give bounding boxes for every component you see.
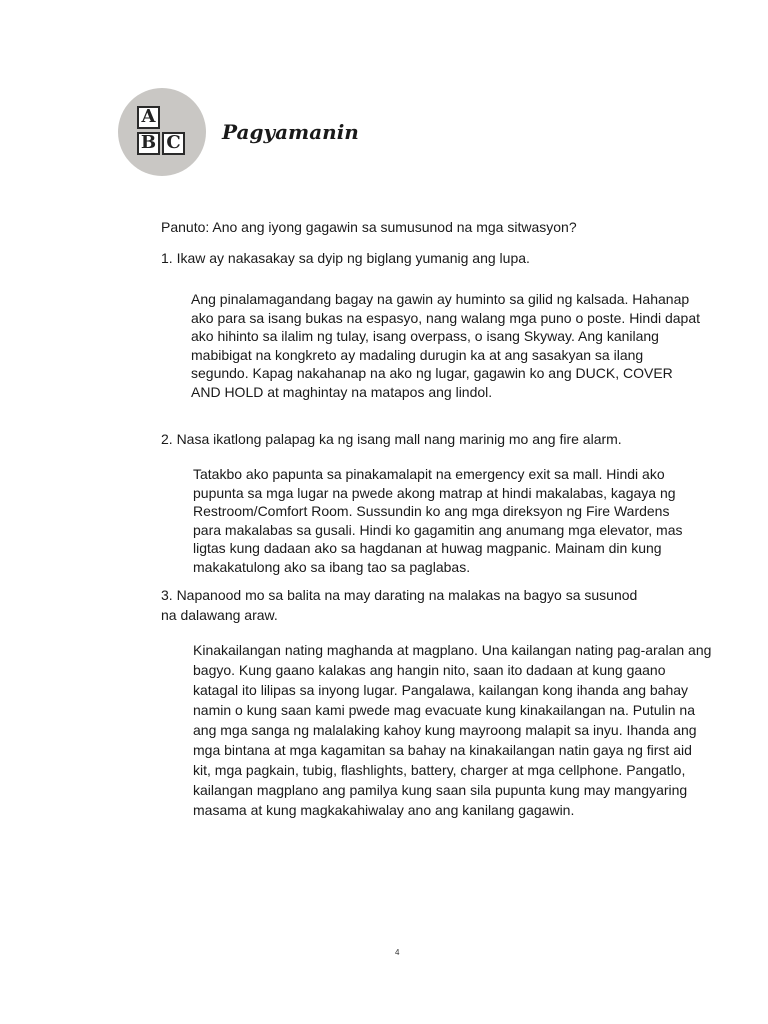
- answer-3: Kinakailangan nating maghanda at magplano. Una kailangan nating pag-aralan ang bagyo. Kung gaano kalakas ang hangin nito, saan ito dadaan at kung gaano katagal ito lilipas sa inyong lugar. Pangalawa, kailangan kong ihanda ang bahay namin o kung saan kami pwede mag evacuate kung kinakailangan na. Putulin na ang mga sanga ng malalaking kahoy kung mayroong malapit sa inyu. Ihanda ang mga bintana at mga kagamitan sa bahay na kinakailangan natin gaya ng first aid kit, mga pagkain, tubig, flashlights, battery, charger at mga cellphone. Pangatlo, kailangan magplano ang pamilya kung saan sila pupunta kung may mangyaring masama at kung magkakahiwalay ano ang kanilang gagawin.: [193, 642, 712, 818]
- question-3: 3. Napanood mo sa balita na may darating na malakas na bagyo sa susunod na dalawang araw.: [161, 587, 638, 623]
- page-number: 4: [395, 948, 400, 957]
- letter-block-b: B: [137, 132, 160, 155]
- abc-blocks-logo: [118, 88, 208, 180]
- section-title: Pagyamanin: [222, 120, 359, 144]
- answer-2: Tatakbo ako papunta sa pinakamalapit na emergency exit sa mall. Hindi ako pupunta sa mga lugar na pwede akong matrap at hindi makalabas, kagaya ng Restroom/Comfort Room. Sussundin ko ang mga direksyon ng Fire Wardens para makalabas sa gusali. Hindi ko gagamitin ang anumang mga elevator, mas ligtas kung dadaan ako sa hagdanan at huwag magpanic. Mainam din kung makakatulong ako sa ibang tao sa paglabas.: [193, 466, 683, 575]
- question-2: 2. Nasa ikatlong palapag ka ng isang mall nang marinig mo ang fire alarm.: [161, 431, 622, 447]
- answer-1: Ang pinalamagandang bagay na gawin ay huminto sa gilid ng kalsada. Hahanap ako para sa isang bukas na espasyo, nang walang mga puno o poste. Hindi dapat ako hihinto sa ilalim ng tulay, isang overpass, o isang Skyway. Ang kanilang mabibigat na kongkreto ay madaling durugin ka at ang sasakyan sa ilang segundo. Kapag nakahanap na ako ng lugar, gagawin ko ang DUCK, COVER AND HOLD at maghintay na matapos ang lindol.: [191, 291, 701, 400]
- question-1: 1. Ikaw ay nakasakay sa dyip ng biglang yumanig ang lupa.: [161, 250, 530, 266]
- instruction-text: Panuto: Ano ang iyong gagawin sa sumusunod na mga sitwasyon?: [161, 219, 577, 235]
- letter-block-c: C: [162, 132, 185, 155]
- letter-block-a: A: [137, 106, 160, 129]
